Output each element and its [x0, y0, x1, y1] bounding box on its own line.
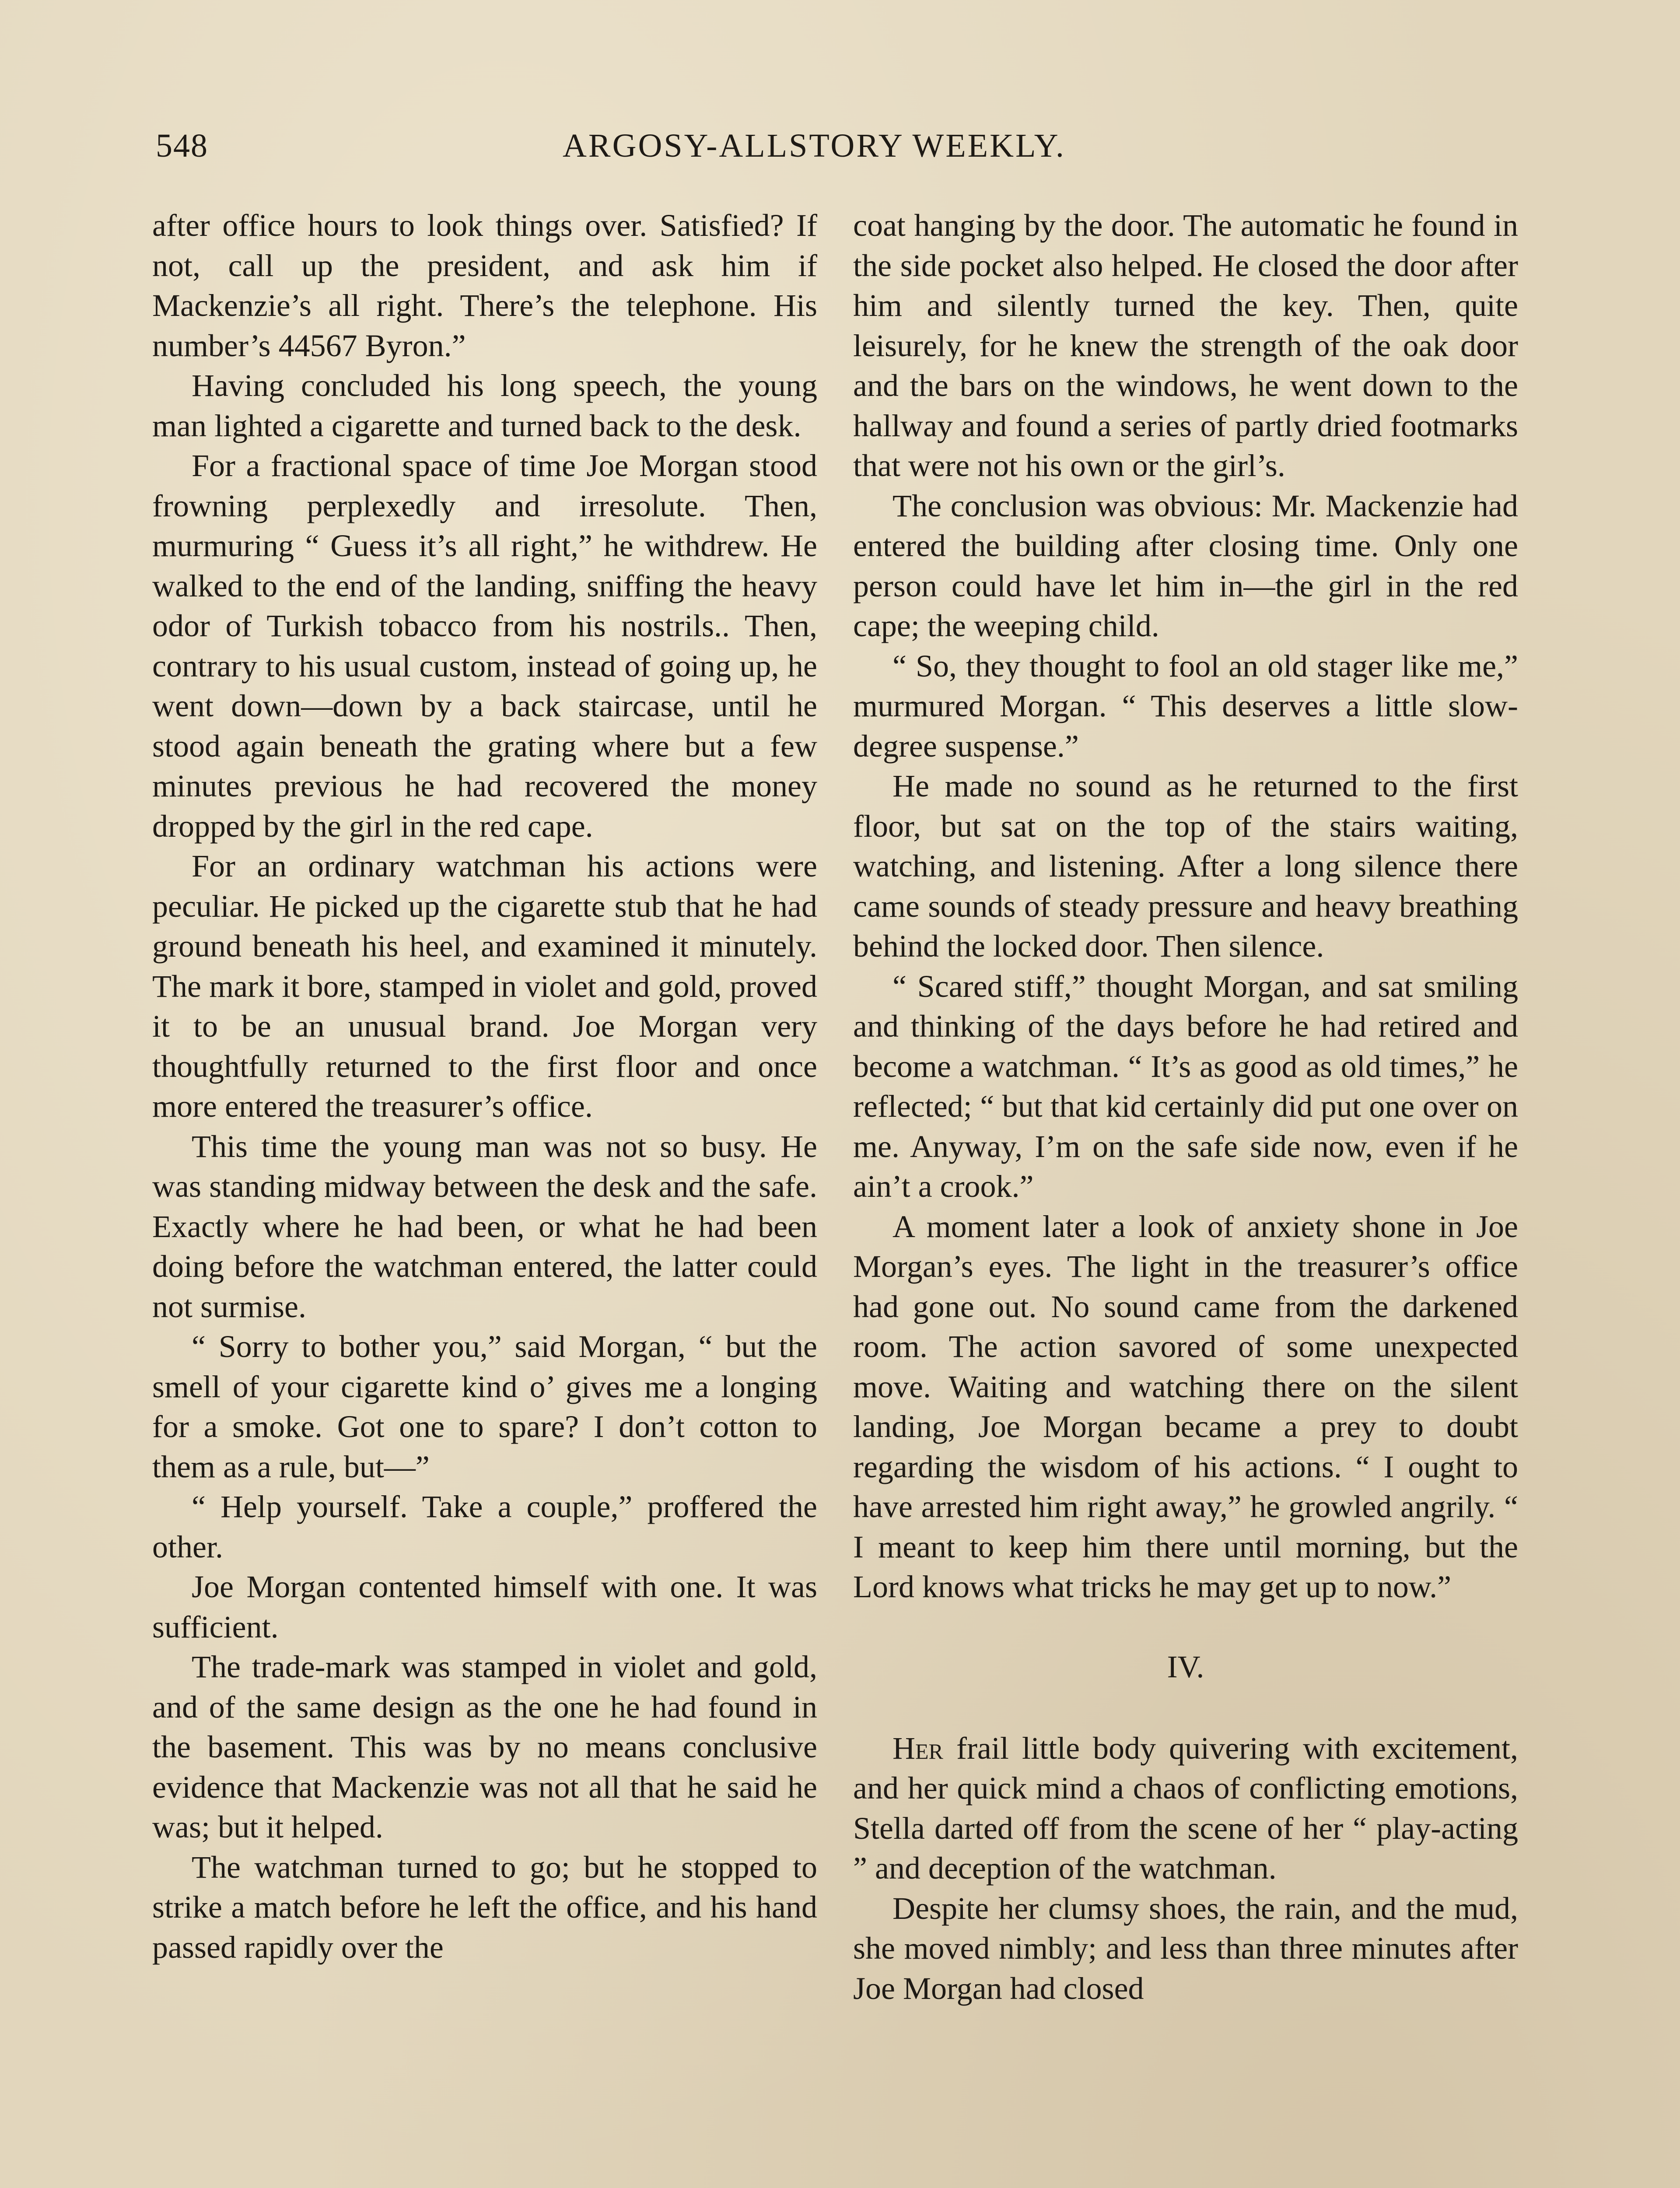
paragraph: Despite her clumsy shoes, the rain, and the mud, she moved nimbly; and less than three minutes after Joe Morgan had closed — [853, 1890, 1518, 2006]
paragraph: Joe Morgan contented himself with one. It was sufficient. — [152, 1569, 817, 1645]
paragraph: Having concluded his long speech, the young man lighted a cigarette and turned back to the desk. — [152, 368, 817, 443]
page-header — [156, 127, 1521, 175]
lead-word: Her — [892, 1730, 943, 1766]
paragraph: “ Sorry to bother you,” said Morgan, “ but the smell of your cigarette kind o’ gives me a longing for a smoke. Got one to spare? I don’t cotton to them as a rule, but—” — [152, 1329, 817, 1484]
paragraph: “ Scared stiff,” thought Morgan, and sat smiling and thinking of the days before he had retired and become a watchman. “ It’s as good as old times,” he reflected; “ but that kid certainly did put one over on me. Anyway, I’m on the safe side now, even if he ain’t a crook.” — [853, 968, 1518, 1204]
paragraph: “ So, they thought to fool an old stager like me,” murmured Morgan. “ This deserves a little slow-degree suspense.” — [853, 648, 1518, 764]
paragraph: after office hours to look things over. Satisfied? If not, call up the president, and ask him if Mackenzie’s all right. There’s the telephone. His number’s 44567 Byron.” — [152, 208, 817, 363]
right-column — [853, 206, 1518, 2009]
paragraph: For an ordinary watchman his actions were peculiar. He picked up the cigarette stub that he had ground beneath his heel, and examined it minutely. The mark it bore, stamped in violet and gold, proved it to be an unusual brand. Joe Morgan very thoughtfully returned to the first floor and once more entered the treasurer’s office. — [152, 849, 817, 1124]
section-spacer — [853, 1689, 1518, 1729]
paragraph: The trade-mark was stamped in violet and gold, and of the same design as the one he had found in the basement. This was by no means conclusive evidence that Mackenzie was not all that he said he was; but it helped. — [152, 1649, 817, 1844]
paragraph: This time the young man was not so busy. He was standing midway between the desk and the safe. Exactly where he had been, or what he had been doing before the watchman entered, the latter could not surmise. — [152, 1129, 817, 1324]
paragraph — [853, 1729, 1518, 1889]
paragraph: He made no sound as he returned to the first floor, but sat on the top of the stairs waiting, watching, and listening. After a long silence there came sounds of steady pressure and heavy breathing behind the locked door. Then silence. — [853, 768, 1518, 964]
running-title: ARGOSY-ALLSTORY WEEKLY. — [563, 127, 1066, 164]
paragraph: coat hanging by the door. The automatic he found in the side pocket also helped. He closed the door after him and silently turned the key. Then, quite leisurely, for he knew the strength of the oak door and the bars on the windows, he went down to the hallway and found a series of partly dried footmarks that were not his own or the girl’s. — [853, 208, 1518, 483]
paragraph: For a fractional space of time Joe Morgan stood frowning perplexedly and irresolute. Then, murmuring “ Guess it’s all right,” he withdrew. He walked to the end of the landing, sniffing the heavy odor of Turkish tobacco from his nostrils.. Then, contrary to his usual custom, instead of going up, he went down—down by a back staircase, until he stood again beneath the grating where but a few minutes previous he had recovered the money dropped by the girl in the red cape. — [152, 448, 817, 844]
section-heading: IV. — [1167, 1649, 1204, 1684]
left-column — [152, 206, 817, 1967]
page-number: 548 — [156, 127, 208, 164]
paragraph: “ Help yourself. Take a couple,” proffered the other. — [152, 1489, 817, 1564]
paragraph: A moment later a look of anxiety shone in Joe Morgan’s eyes. The light in the treasurer’s office had gone out. No sound came from the darkened room. The action savored of some unexpected move. Waiting and watching there on the silent landing, Joe Morgan became a prey to doubt regarding the wisdom of his actions. “ I ought to have arrested him right away,” he growled angrily. “ I meant to keep him there until morning, but the Lord knows what tricks he may get up to now.” — [853, 1209, 1518, 1604]
paragraph-text: frail little body quivering with excitement, and her quick mind a chaos of conflicting emotions, Stella darted off from the scene of her “ play-acting ” and deception of the watchman. — [853, 1730, 1518, 1886]
paragraph: The conclusion was obvious: Mr. Mackenzie had entered the building after closing time. Only one person could have let him in—the girl in the red cape; the weeping child. — [853, 488, 1518, 643]
paragraph: The watchman turned to go; but he stopped to strike a match before he left the office, and his hand passed rapidly over the — [152, 1849, 817, 1965]
